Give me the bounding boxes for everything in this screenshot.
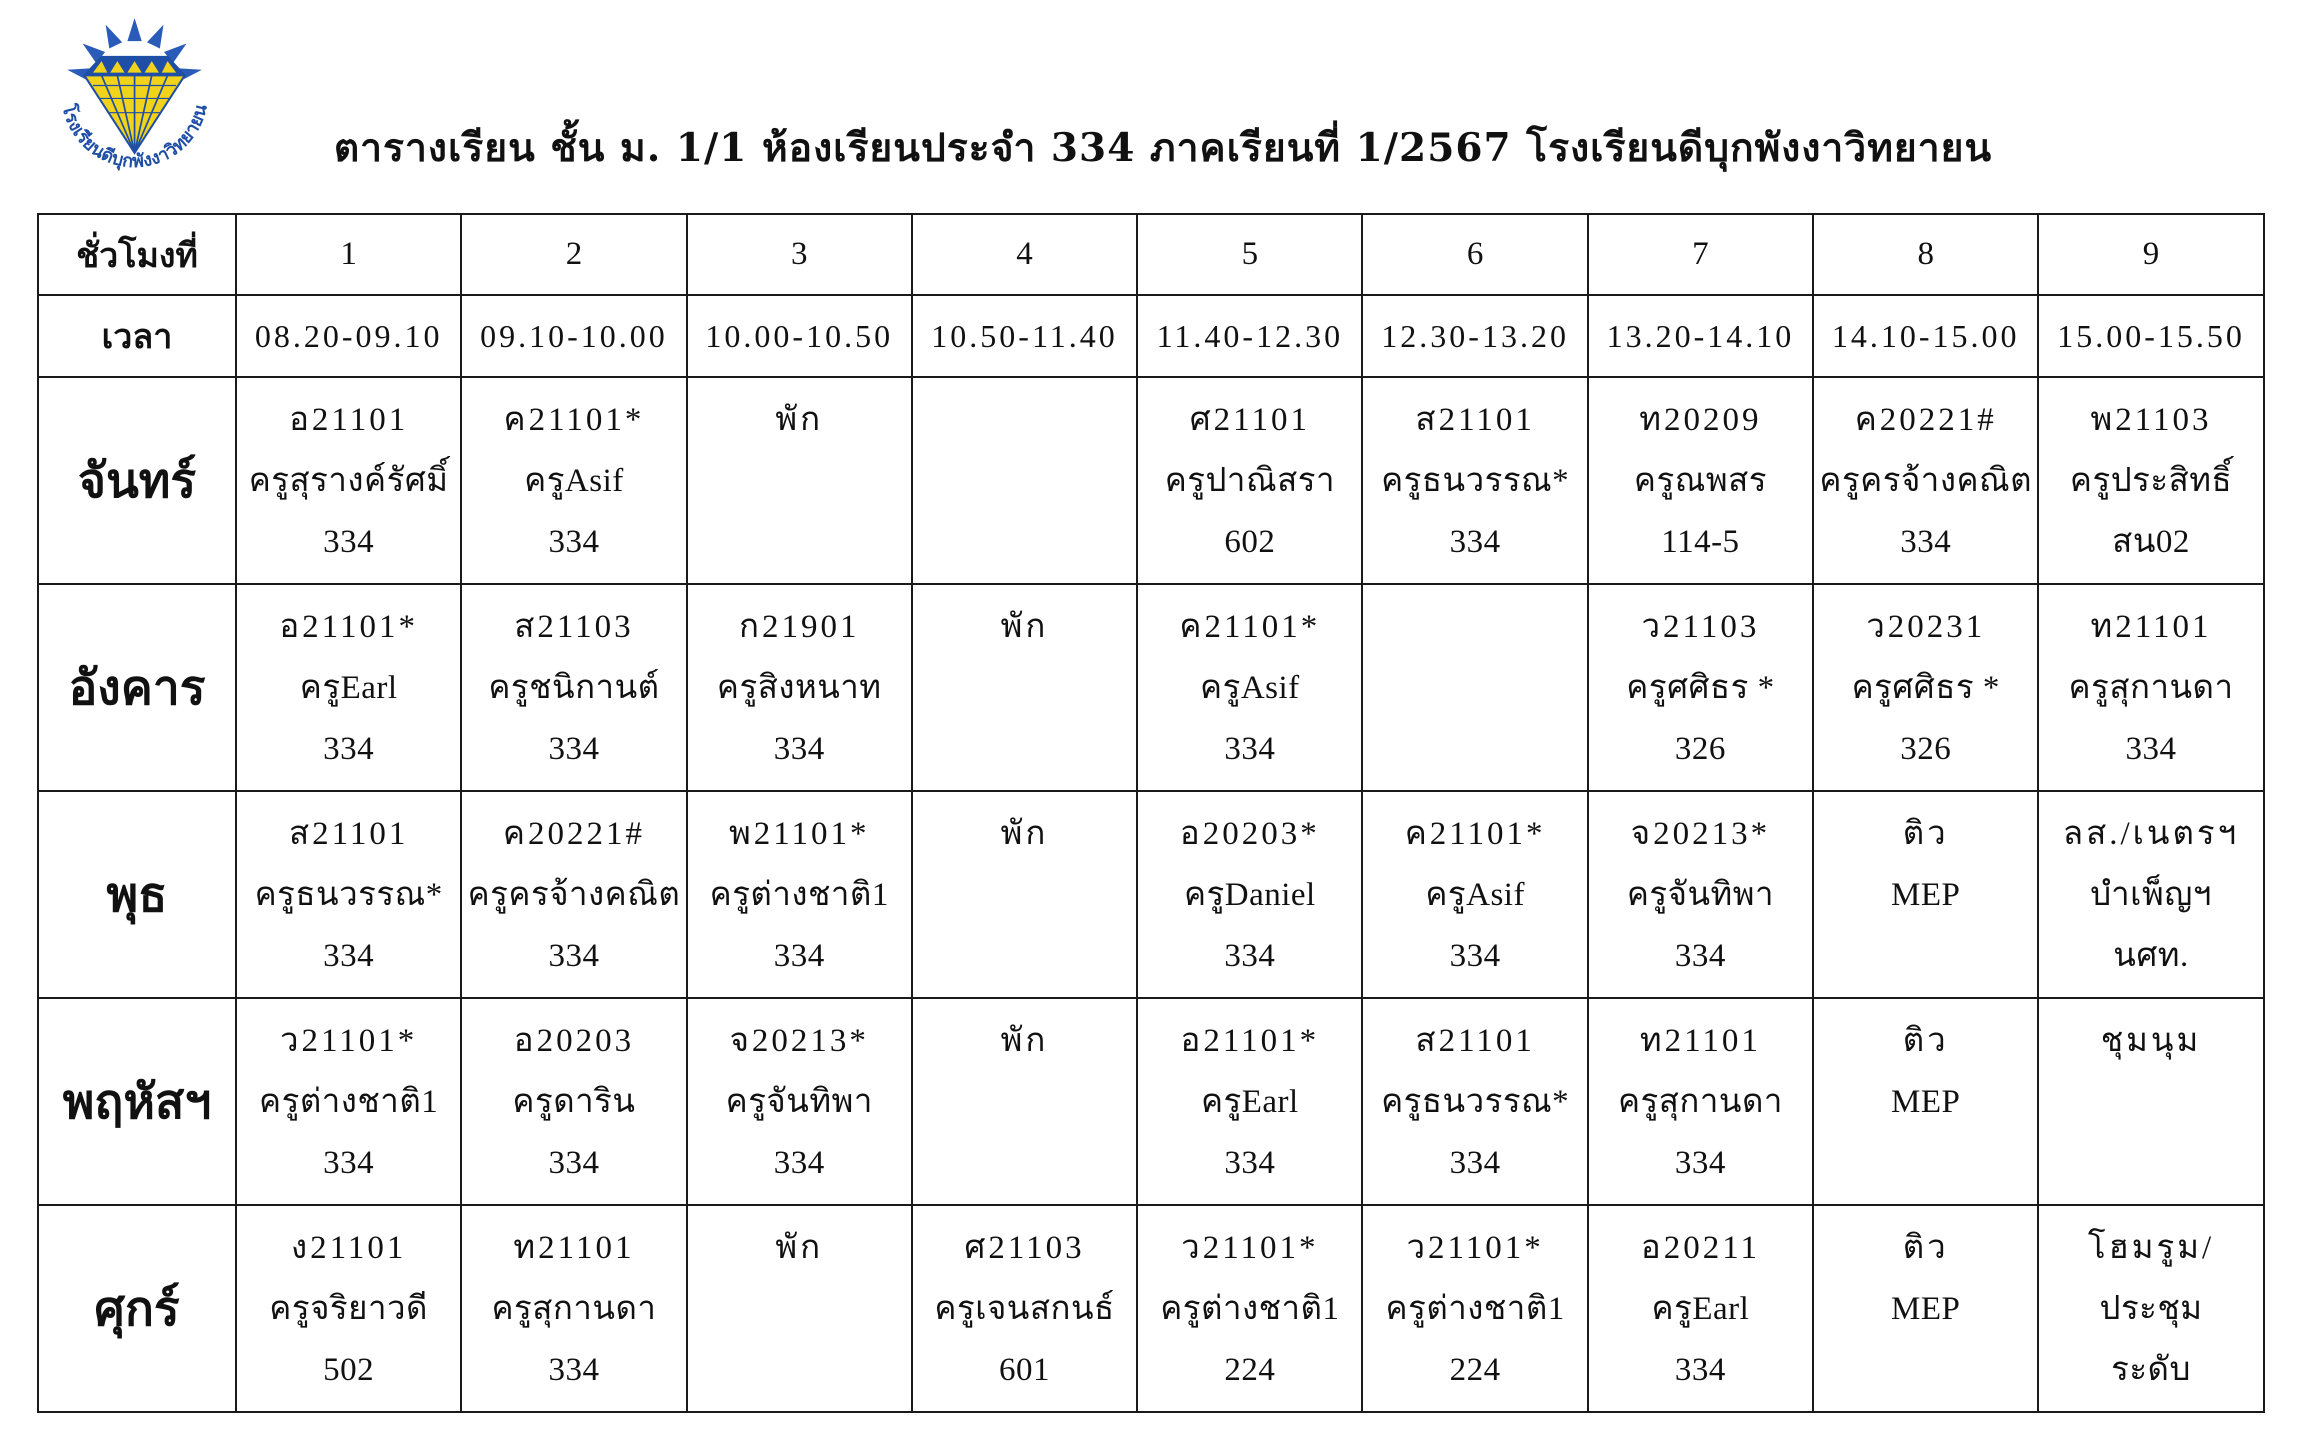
- cell-line: ครูต่างชาติ1: [1160, 1291, 1340, 1327]
- cell-line: ท21101: [1639, 1023, 1761, 1059]
- class-cell: [1588, 584, 1813, 791]
- cell-line: 334: [548, 938, 600, 974]
- class-cell: [236, 584, 461, 791]
- period-time: 12.30-13.20: [1362, 295, 1587, 377]
- day-label: ศุกร์: [38, 1205, 236, 1412]
- cell-line: 602: [1224, 524, 1276, 560]
- cell-line: อ21101*: [1180, 1023, 1320, 1059]
- cell-line: 334: [1224, 731, 1276, 767]
- cell-line: ครูสุรางค์รัศมิ์: [248, 463, 449, 499]
- cell-line: MEP: [1891, 877, 1961, 913]
- cell-line: อ20211: [1640, 1230, 1760, 1266]
- cell-line: ชุมนุม: [2100, 1023, 2202, 1059]
- cell-line: ครูดาริน: [512, 1084, 636, 1120]
- cell-line: ครูศศิธร *: [1851, 670, 2000, 706]
- cell-line: ครูครจ้างคณิต: [467, 877, 681, 913]
- cell-line: พ21103: [2090, 402, 2212, 438]
- cell-line: 334: [773, 938, 825, 974]
- cell-line: อ20203: [513, 1023, 635, 1059]
- class-cell: [912, 1205, 1137, 1412]
- period-time: 11.40-12.30: [1137, 295, 1362, 377]
- class-cell: [1588, 377, 1813, 584]
- cell-line: ครูEarl: [299, 670, 398, 706]
- cell-line: 334: [548, 524, 600, 560]
- page-title: ตารางเรียน ชั้น ม. 1/1 ห้องเรียนประจำ 334 ภาคเรียนที่ 1/2567 โรงเรียนดีบุกพังงาวิทยายน: [333, 125, 1993, 171]
- day-row: [38, 584, 2264, 791]
- class-cell: [1362, 998, 1587, 1205]
- cell-line: จ20213*: [729, 1023, 869, 1059]
- class-cell: [687, 377, 912, 584]
- period-time: 15.00-15.50: [2038, 295, 2263, 377]
- cell-line: 334: [1674, 938, 1726, 974]
- cell-line: ครูจันทิพา: [1626, 877, 1775, 913]
- cell-line: 334: [773, 731, 825, 767]
- class-cell: [236, 998, 461, 1205]
- class-cell: [2038, 791, 2263, 998]
- cell-line: ติว: [1902, 1023, 1949, 1059]
- cell-line: ค21101*: [503, 402, 645, 438]
- cell-line: ระดับ: [2111, 1352, 2191, 1388]
- timetable: [37, 213, 2265, 1413]
- class-cell: [1137, 584, 1362, 791]
- cell-line: พัก: [1000, 816, 1049, 852]
- class-cell: [687, 1205, 912, 1412]
- cell-line: ค20221#: [502, 816, 645, 852]
- period-time: 10.50-11.40: [912, 295, 1137, 377]
- cell-line: พัก: [775, 1230, 824, 1266]
- class-cell: [1813, 584, 2038, 791]
- cell-line: ว21101*: [1181, 1230, 1319, 1266]
- day-row: [38, 377, 2264, 584]
- cell-line: ว20231: [1866, 609, 1986, 645]
- period-number: 5: [1137, 214, 1362, 295]
- period-number: 1: [236, 214, 461, 295]
- period-label: ชั่วโมงที่: [38, 214, 236, 295]
- cell-line: ศ21103: [964, 1230, 1085, 1266]
- period-number: 6: [1362, 214, 1587, 295]
- class-cell: [1813, 1205, 2038, 1412]
- period-time: 09.10-10.00: [461, 295, 686, 377]
- class-cell: [912, 584, 1137, 791]
- class-cell: [1588, 1205, 1813, 1412]
- cell-line: ส21101: [1415, 402, 1535, 438]
- cell-line: 334: [1224, 938, 1276, 974]
- cell-line: 326: [1900, 731, 1952, 767]
- class-cell: [236, 791, 461, 998]
- cell-line: 334: [1449, 524, 1501, 560]
- day-label: พุธ: [38, 791, 236, 998]
- cell-line: 334: [2125, 731, 2177, 767]
- cell-line: ประชุม: [2099, 1291, 2203, 1327]
- time-row: [38, 295, 2264, 377]
- cell-line: 334: [323, 524, 375, 560]
- class-cell: [2038, 584, 2263, 791]
- period-number: 3: [687, 214, 912, 295]
- cell-line: ครูธนวรรณ*: [1381, 463, 1570, 499]
- period-number: 4: [912, 214, 1137, 295]
- cell-line: สน02: [2112, 524, 2190, 560]
- cell-line: ว21103: [1641, 609, 1760, 645]
- cell-line: 334: [1900, 524, 1952, 560]
- class-cell: [1137, 1205, 1362, 1412]
- cell-line: 334: [548, 1352, 600, 1388]
- cell-line: ครูต่างชาติ1: [259, 1084, 439, 1120]
- class-cell: [1362, 791, 1587, 998]
- class-cell: [912, 998, 1137, 1205]
- cell-line: นศท.: [2113, 938, 2189, 974]
- cell-line: พัก: [1000, 609, 1049, 645]
- cell-line: ค21101*: [1179, 609, 1321, 645]
- cell-line: ครูธนวรรณ*: [1381, 1084, 1570, 1120]
- class-cell: [687, 791, 912, 998]
- cell-line: MEP: [1891, 1291, 1961, 1327]
- cell-line: 334: [1449, 1145, 1501, 1181]
- cell-line: ศ21101: [1189, 402, 1310, 438]
- cell-line: พ21101*: [728, 816, 870, 852]
- class-cell: [2038, 1205, 2263, 1412]
- cell-line: อ21101*: [279, 609, 418, 645]
- cell-line: 334: [1224, 1145, 1276, 1181]
- class-cell: [461, 377, 686, 584]
- class-cell: [461, 791, 686, 998]
- logo-arc-text: โรงเรียนดีบุกพังงาวิทยายน: [57, 102, 212, 173]
- day-row: [38, 1205, 2264, 1412]
- class-cell: [236, 377, 461, 584]
- class-cell: [1362, 377, 1587, 584]
- cell-line: โฮมรูม/: [2087, 1230, 2215, 1266]
- cell-line: 326: [1674, 731, 1726, 767]
- cell-line: ส21101: [1415, 1023, 1535, 1059]
- period-number: 2: [461, 214, 686, 295]
- cell-line: 334: [323, 938, 375, 974]
- cell-line: ครูประสิทธิ์: [2069, 463, 2233, 499]
- school-logo: [50, 18, 222, 196]
- class-cell: [1813, 791, 2038, 998]
- cell-line: พัก: [1000, 1023, 1049, 1059]
- period-number: 7: [1588, 214, 1813, 295]
- cell-line: ครูจันทิพา: [725, 1084, 873, 1120]
- period-time: 10.00-10.50: [687, 295, 912, 377]
- class-cell: [1588, 791, 1813, 998]
- empty-cell: [1362, 584, 1587, 791]
- period-time: 13.20-14.10: [1588, 295, 1813, 377]
- cell-line: ครูเจนสกนธ์: [934, 1291, 1115, 1327]
- cell-line: ท21101: [2090, 609, 2212, 645]
- diamond-icon: [84, 57, 184, 153]
- cell-line: ครูครจ้างคณิต: [1819, 463, 2033, 499]
- cell-line: ครูศศิธร *: [1626, 670, 1775, 706]
- cell-line: ครูต่างชาติ1: [709, 877, 889, 913]
- cell-line: ว21101*: [279, 1023, 418, 1059]
- cell-line: ครูAsif: [1425, 877, 1525, 913]
- cell-line: 601: [999, 1352, 1051, 1388]
- day-row: [38, 791, 2264, 998]
- class-cell: [461, 998, 686, 1205]
- cell-line: 224: [1449, 1352, 1501, 1388]
- cell-line: ง21101: [290, 1230, 407, 1266]
- class-cell: [1813, 998, 2038, 1205]
- cell-line: บำเพ็ญฯ: [2090, 877, 2212, 913]
- cell-line: 114-5: [1661, 524, 1740, 560]
- time-label: เวลา: [38, 295, 236, 377]
- cell-line: 334: [323, 1145, 375, 1181]
- cell-line: ค21101*: [1404, 816, 1546, 852]
- period-time: 08.20-09.10: [236, 295, 461, 377]
- cell-line: 334: [1449, 938, 1501, 974]
- cell-line: พัก: [775, 402, 824, 438]
- cell-line: 502: [323, 1352, 375, 1388]
- period-time: 14.10-15.00: [1813, 295, 2038, 377]
- class-cell: [1137, 998, 1362, 1205]
- period-number: 9: [2038, 214, 2263, 295]
- cell-line: ครูต่างชาติ1: [1385, 1291, 1565, 1327]
- cell-line: ครูEarl: [1651, 1291, 1750, 1327]
- cell-line: ส21101: [288, 816, 409, 852]
- cell-line: ลส./เนตรฯ: [2062, 816, 2240, 852]
- cell-line: ครูAsif: [1200, 670, 1300, 706]
- class-cell: [1137, 791, 1362, 998]
- class-cell: [912, 791, 1137, 998]
- cell-line: ครูชนิกานต์: [488, 670, 660, 706]
- class-cell: [1813, 377, 2038, 584]
- cell-line: ครูสุกานดา: [491, 1291, 657, 1327]
- cell-line: ครูDaniel: [1183, 877, 1316, 913]
- cell-line: ท21101: [513, 1230, 635, 1266]
- class-cell: [461, 1205, 686, 1412]
- cell-line: ก21901: [739, 609, 860, 645]
- cell-line: 334: [773, 1145, 825, 1181]
- period-number: 8: [1813, 214, 2038, 295]
- cell-line: 334: [548, 731, 600, 767]
- cell-line: 334: [1674, 1352, 1726, 1388]
- cell-line: ติว: [1902, 1230, 1949, 1266]
- empty-cell: [912, 377, 1137, 584]
- class-cell: [236, 1205, 461, 1412]
- cell-line: ครูสุกานดา: [1617, 1084, 1783, 1120]
- cell-line: 334: [1674, 1145, 1726, 1181]
- cell-line: 334: [548, 1145, 600, 1181]
- cell-line: ครูสิงหนาท: [716, 670, 882, 706]
- class-cell: [1137, 377, 1362, 584]
- cell-line: จ20213*: [1630, 816, 1771, 852]
- cell-line: 224: [1224, 1352, 1276, 1388]
- class-cell: [1362, 1205, 1587, 1412]
- cell-line: ครูณพสร: [1633, 463, 1767, 499]
- cell-line: ครูAsif: [524, 463, 624, 499]
- class-cell: [461, 584, 686, 791]
- class-cell: [687, 998, 912, 1205]
- cell-line: อ20203*: [1179, 816, 1320, 852]
- cell-line: ท20209: [1639, 402, 1762, 438]
- period-row: [38, 214, 2264, 295]
- class-cell: [2038, 998, 2263, 1205]
- cell-line: 334: [323, 731, 375, 767]
- class-cell: [1588, 998, 1813, 1205]
- cell-line: ติว: [1902, 816, 1949, 852]
- cell-line: อ21101: [289, 402, 409, 438]
- cell-line: ครูปาณิสรา: [1164, 463, 1335, 499]
- cell-line: ครูสุกานดา: [2068, 670, 2234, 706]
- cell-line: ครูจริยาวดี: [269, 1291, 428, 1327]
- cell-line: ว21101*: [1406, 1230, 1544, 1266]
- cell-line: ครูEarl: [1200, 1084, 1299, 1120]
- day-label: จันทร์: [38, 377, 236, 584]
- class-cell: [687, 584, 912, 791]
- class-cell: [2038, 377, 2263, 584]
- day-label: อังคาร: [38, 584, 236, 791]
- cell-line: ส21103: [514, 609, 634, 645]
- day-label: พฤหัสฯ: [38, 998, 236, 1205]
- day-row: [38, 998, 2264, 1205]
- cell-line: ครูธนวรรณ*: [254, 877, 443, 913]
- cell-line: ค20221#: [1854, 402, 1997, 438]
- cell-line: MEP: [1891, 1084, 1961, 1120]
